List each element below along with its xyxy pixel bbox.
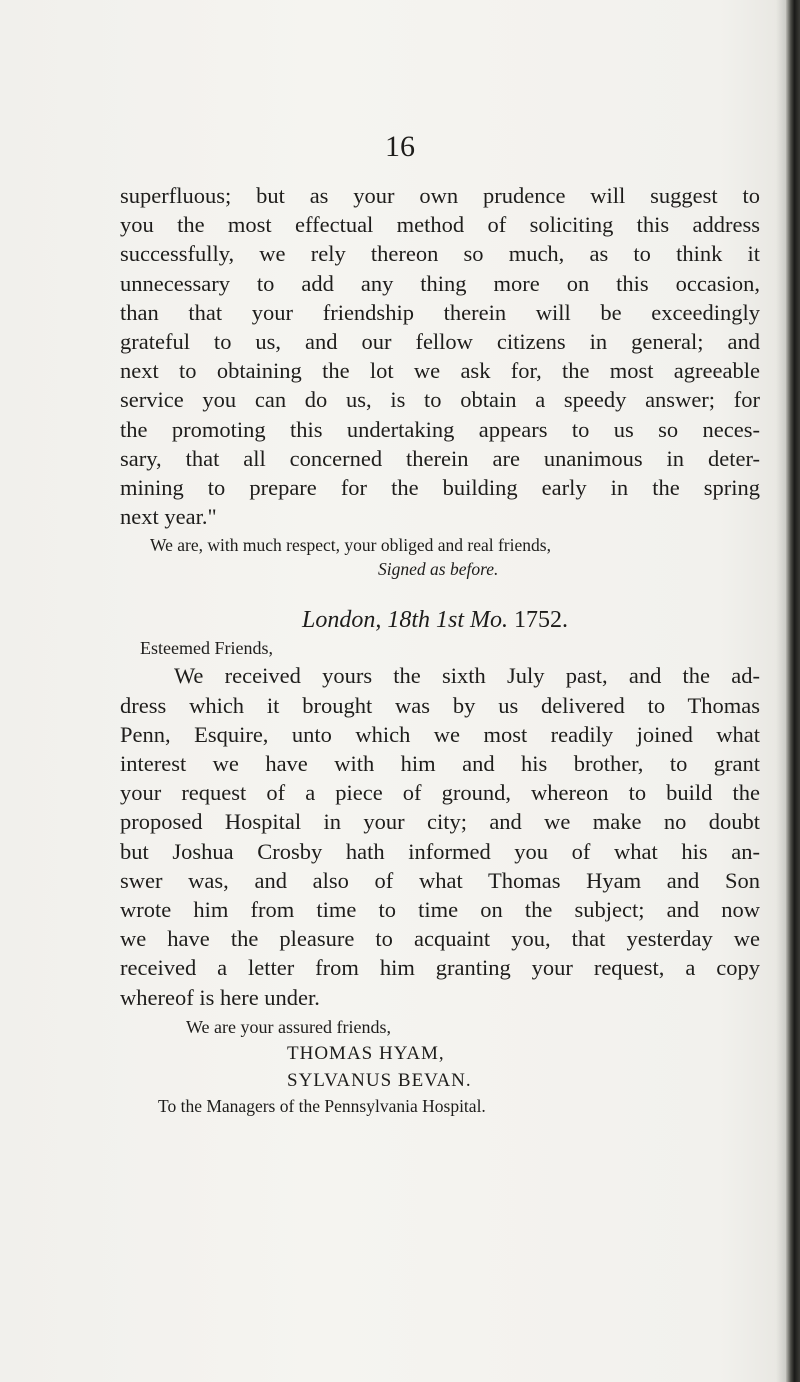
paragraph-1-line: mining to prepare for the building early in the spring [120,475,760,501]
page-number: 16 [385,130,415,163]
dateline-year: 1752. [514,607,569,634]
paragraph-2-line: your request of a piece of ground, whereon to build the [120,780,760,806]
paragraph-1-line: unnecessary to add any thing more on this occasion, [120,270,760,296]
paragraph-1 [120,181,760,531]
page-text [120,181,760,1118]
paragraph-2-line: but Joshua Crosby hath informed you of what his an- [120,838,760,864]
paragraph-2-line: interest we have with him and his brother, to grant [120,751,760,777]
paragraph-1-line: next year." [120,504,217,530]
dateline-day: 18th [387,607,431,634]
paragraph-2-line: dress which it brought was by us delivered to Thomas [120,692,760,718]
paragraph-2 [120,661,760,1011]
signer-2: SYLVANUS BEVAN. [287,1069,472,1091]
paragraph-2-line: swer was, and also of what Thomas Hyam and Son [120,867,760,893]
signer-1: THOMAS HYAM, [287,1042,445,1064]
paragraph-2-line: We received yours the sixth July past, and the ad- [174,663,760,689]
paragraph-1-line: sary, that all concerned therein are unanimous in deter- [120,445,760,471]
page-edge [786,0,800,1382]
paragraph-1-line: service you can do us, is to obtain a speedy answer; for [120,387,760,413]
paragraph-1-line: successfully, we rely thereon so much, as to think it [120,241,760,267]
paragraph-1-line: grateful to us, and our fellow citizens in general; and [120,329,760,355]
paragraph-2-line: received a letter from him granting your request, a copy [120,955,760,981]
paragraph-2-line: wrote him from time to time on the subject; and now [120,897,760,923]
paragraph-2-line: Penn, Esquire, unto which we most readily joined what [120,721,760,747]
paragraph-2-line: whereof is here under. [120,984,320,1010]
dateline [120,605,760,635]
paragraph-1-line: superfluous; but as your own prudence will suggest to [120,183,760,208]
paragraph-2-line: we have the pleasure to acquaint you, that yesterday we [120,926,760,952]
address-line: To the Managers of the Pennsylvania Hospital. [158,1095,486,1116]
paragraph-1-line: next to obtaining the lot we ask for, the most agreeable [120,358,760,384]
signed-note: Signed as before. [378,559,499,580]
dateline-place: London, [302,607,382,634]
paragraph-1-line: than that your friendship therein will be exceedingly [120,299,760,325]
dateline-month: 1st Mo. [436,607,509,634]
page-gutter-shadow [776,0,786,1382]
paragraph-1-line: you the most effectual method of soliciting this address [120,212,760,238]
paragraph-1-line: the promoting this undertaking appears to us so neces- [120,416,760,442]
closing-line-1: We are, with much respect, your obliged and real friends, [150,535,551,556]
salutation: Esteemed Friends, [140,638,273,659]
paragraph-2-line: proposed Hospital in your city; and we make no doubt [120,809,760,835]
closing-line-2: We are your assured friends, [186,1016,391,1037]
